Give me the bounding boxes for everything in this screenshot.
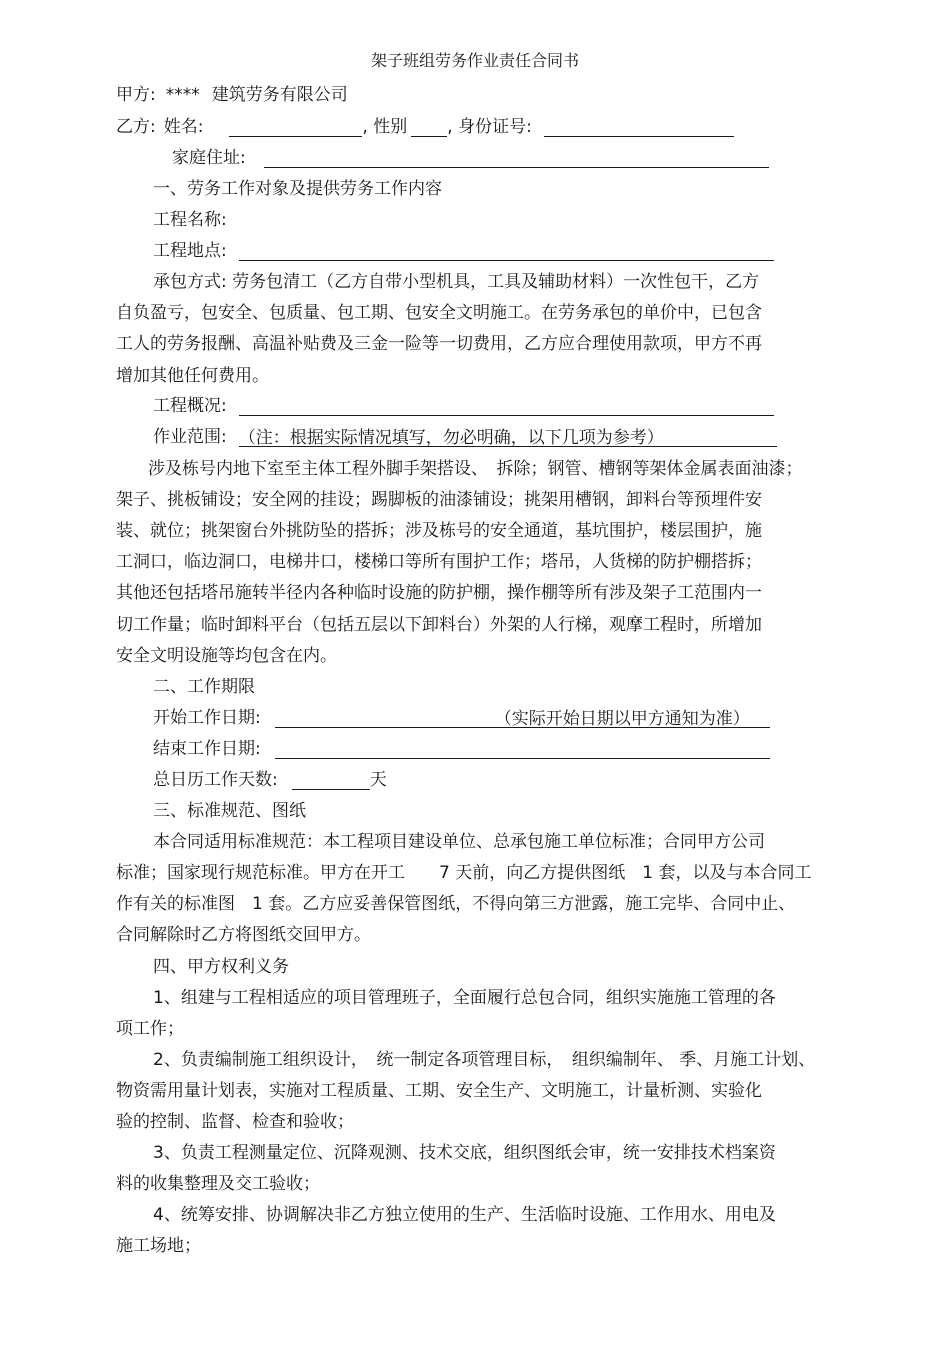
scope-text-line-3: 装、就位；挑架窗台外挑防坠的搭拆；涉及栋号的安全通道，基坑围护，楼层围护，施 [116, 521, 762, 541]
id-label: , 身份证号: [447, 117, 532, 137]
project-name-label: 工程名称: [153, 210, 227, 230]
project-location-line [153, 241, 774, 261]
contract-mode-line-2: 自负盈亏，包安全、包质量、包工期、包安全文明施工。在劳务承包的单价中，已包含 [116, 303, 762, 323]
section3-line-1: 本合同适用标准规范：本工程项目建设单位、总承包施工单位标准；合同甲方公司 [153, 832, 765, 852]
duty-2-line-1: 2、负责编制施工组织设计， 统一制定各项管理目标， 组织编制年、 季、月施工计划、 [153, 1050, 816, 1070]
scope-text-line-6: 切工作量；临时卸料平台（包括五层以下卸料台）外架的人行梯，观摩工程时，所增加 [116, 615, 762, 635]
start-date-blank[interactable] [275, 709, 770, 728]
scope-text-line-5: 其他还包括塔吊施转半径内各种临时设施的防护棚，操作棚等所有涉及架子工范围内一 [116, 583, 762, 603]
section4-heading: 四、甲方权利义务 [153, 957, 289, 977]
total-days-blank[interactable] [292, 771, 370, 790]
project-location-blank[interactable] [239, 242, 774, 261]
scope-blank[interactable] [239, 428, 777, 447]
total-days-unit: 天 [369, 770, 387, 790]
duty-1-line-1: 1、组建与工程相适应的项目管理班子，全面履行总包合同，组织实施施工管理的各 [153, 988, 776, 1008]
contract-mode-line-3: 工人的劳务报酬、高温补贴费及三金一险等一切费用，乙方应合理使用款项，甲方不再 [116, 334, 762, 354]
end-date-blank[interactable] [275, 740, 770, 759]
duty-4-line-2: 施工场地； [116, 1236, 201, 1256]
duty-1-line-2: 项工作； [116, 1019, 184, 1039]
gender-blank[interactable] [411, 118, 447, 137]
project-location-label: 工程地点: [153, 241, 227, 261]
id-number-blank[interactable] [544, 118, 734, 137]
gender-label: , 性别 [362, 117, 408, 137]
name-blank[interactable] [229, 118, 362, 137]
section1-heading: 一、劳务工作对象及提供劳务工作内容 [153, 179, 442, 199]
party-b-label: 乙方: [116, 117, 156, 137]
scope-text-line-7: 安全文明设施等均包含在内。 [116, 646, 337, 666]
page-title: 架子班组劳务作业责任合同书 [370, 51, 579, 70]
section2-heading: 二、工作期限 [153, 677, 255, 697]
duty-3-line-2: 料的收集整理及交工验收； [116, 1174, 320, 1194]
overview-label: 工程概况: [153, 396, 227, 416]
start-date-label: 开始工作日期: [153, 708, 261, 728]
section3-line-4: 合同解除时乙方将图纸交回甲方。 [116, 925, 371, 945]
party-b-line [116, 117, 734, 137]
scope-text-line-2: 架子、挑板铺设；安全网的挂设；踢脚板的油漆铺设；挑架用槽钢，卸料台等预埋件安 [116, 490, 762, 510]
scope-note: （注：根据实际情况填写，勿必明确，以下几项为参考） [238, 428, 664, 448]
contract-mode-line-4: 增加其他任何费用。 [116, 366, 269, 386]
overview-blank[interactable] [239, 397, 774, 416]
duty-2-line-2: 物资需用量计划表，实施对工程质量、工期、安全生产、文明施工，计量析测、实验化 [116, 1081, 762, 1101]
end-date-line [153, 739, 770, 759]
scope-text-line-1: 涉及栋号内地下室至主体工程外脚手架搭设、 拆除；钢管、槽钢等架体金属表面油漆； [148, 459, 803, 479]
section3-line-2: 标准；国家现行规范标准。甲方在开工 7 天前，向乙方提供图纸 1 套，以及与本合同工 [116, 863, 812, 883]
party-a-label: 甲方: [116, 85, 156, 105]
address-blank[interactable] [264, 149, 769, 168]
start-date-line [153, 708, 770, 728]
total-days-line [153, 770, 387, 790]
project-name-line [153, 210, 227, 230]
total-days-label: 总日历工作天数: [153, 770, 278, 790]
section3-heading: 三、标准规范、图纸 [153, 801, 306, 821]
name-label: 姓名: [163, 117, 204, 137]
duty-2-line-3: 验的控制、监督、检查和验收； [116, 1112, 354, 1132]
scope-line [153, 427, 777, 447]
end-date-label: 结束工作日期: [153, 739, 261, 759]
section3-line-3: 作有关的标准图 1 套。乙方应妥善保管图纸，不得向第三方泄露，施工完毕、合同中止、 [116, 894, 796, 914]
party-a-stars: **** [165, 85, 200, 105]
scope-text-line-4: 工洞口，临边洞口，电梯井口，楼梯口等所有围护工作；塔吊，人货梯的防护棚搭拆； [116, 552, 762, 572]
party-a-line [116, 85, 348, 105]
address-label: 家庭住址: [172, 148, 246, 168]
contract-mode-line-1: 承包方式: 劳务包清工（乙方自带小型机具，工具及辅助材料）一次性包干，乙方 [153, 272, 760, 292]
duty-4-line-1: 4、统筹安排、协调解决非乙方独立使用的生产、生活临时设施、工作用水、用电及 [153, 1205, 776, 1225]
scope-label: 作业范围: [153, 427, 227, 447]
party-a-name: 建筑劳务有限公司 [211, 85, 348, 105]
start-date-note: （实际开始日期以甲方通知为准） [494, 709, 750, 729]
overview-line [153, 396, 774, 416]
address-line [172, 148, 769, 168]
duty-3-line-1: 3、负责工程测量定位、沉降观测、技术交底，组织图纸会审，统一安排技术档案资 [153, 1143, 776, 1163]
